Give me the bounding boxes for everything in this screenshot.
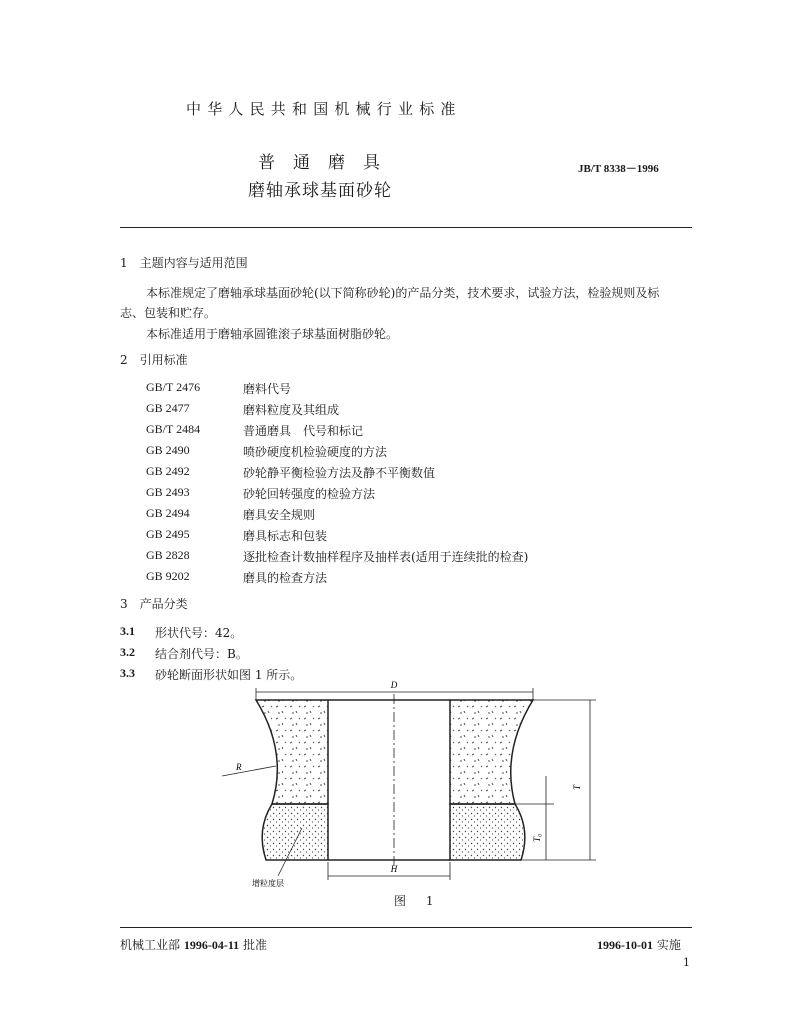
- ref-name: 磨具安全规则: [243, 508, 316, 522]
- standard-number: JB/T 8338－1996: [578, 163, 659, 175]
- section-1-para1-line2: 志、包装和贮存。: [120, 306, 217, 320]
- ref-code: GB/T 2484: [146, 422, 201, 436]
- item-number: 3.1: [120, 624, 135, 638]
- ref-name: 磨料粒度及其组成: [243, 403, 340, 417]
- section-1-para1-line1: 本标准规定了磨轴承球基面砂轮(以下简称砂轮)的产品分类，技术要求，试验方法，检验规则及标: [146, 286, 660, 300]
- ref-name: 普通磨具 代号和标记: [243, 424, 364, 438]
- ref-name: 逐批检查计数抽样程序及抽样表(适用于连续批的检查): [243, 550, 529, 564]
- header-rule: [120, 227, 692, 228]
- ref-name: 磨具标志和包装: [243, 529, 328, 543]
- ref-name: 磨具的检查方法: [243, 571, 328, 585]
- dim-h-label: H: [390, 864, 398, 874]
- ref-code: GB 2493: [146, 485, 190, 499]
- left-ring-upper: [256, 700, 328, 804]
- ref-name: 砂轮回转强度的检验方法: [243, 487, 376, 501]
- ref-code: GB 2490: [146, 443, 190, 457]
- radius-label: R: [236, 762, 242, 772]
- ref-name: 喷砂硬度机检验硬度的方法: [243, 445, 388, 459]
- header-organization: 中华人民共和国机械行业标准: [186, 100, 462, 118]
- ref-code: GB 2828: [146, 548, 190, 562]
- ref-name: 砂轮静平衡检验方法及静不平衡数值: [243, 466, 436, 480]
- section-1-heading: 1 主题内容与适用范围: [120, 256, 248, 270]
- ref-name: 磨料代号: [243, 382, 292, 396]
- section-2-heading: 2 引用标准: [120, 353, 188, 367]
- footer-effective-date: 1996-10-01: [597, 938, 653, 952]
- ref-code: GB 9202: [146, 569, 190, 583]
- item-number: 3.2: [120, 645, 135, 659]
- right-ring-upper: [450, 700, 533, 804]
- footer-approver: 机械工业部: [120, 938, 184, 952]
- dim-t0-label: T₀: [532, 833, 542, 842]
- grinding-wheel-cross-section-figure: [218, 680, 608, 890]
- ref-code: GB 2495: [146, 527, 190, 541]
- dim-t-label: T: [572, 784, 582, 790]
- ref-code: GB 2494: [146, 506, 190, 520]
- section-1-para2: 本标准适用于磨轴承圆锥滚子球基面树脂砂轮。: [146, 327, 399, 341]
- right-ring-lower: [450, 804, 525, 860]
- item-text: 形状代号：42。: [155, 626, 243, 640]
- footer-approve-date: 1996-04-11: [183, 938, 240, 952]
- item-text: 砂轮断面形状如图 1 所示。: [155, 668, 303, 682]
- page-number: 1: [683, 956, 690, 969]
- figure-caption: 图 1: [394, 894, 442, 908]
- title-line1: 普通磨具: [258, 153, 398, 173]
- title-line2: 磨轴承球基面砂轮: [248, 181, 392, 201]
- item-text: 结合剂代号：B。: [155, 647, 248, 661]
- item-number: 3.3: [120, 666, 135, 680]
- layer-label: 增粒度层: [252, 879, 284, 888]
- ref-code: GB/T 2476: [146, 380, 201, 394]
- ref-code: GB 2492: [146, 464, 190, 478]
- dim-d-label: D: [390, 680, 398, 690]
- footer-effective-word: 实施: [653, 938, 681, 952]
- ref-code: GB 2477: [146, 401, 190, 415]
- radius-leader: [222, 766, 276, 776]
- footer-approval: [120, 936, 267, 953]
- footer-approve-word: 批准: [239, 938, 267, 952]
- left-ring-lower: [262, 804, 328, 860]
- footer-rule: [120, 927, 692, 928]
- section-3-heading: 3 产品分类: [120, 597, 188, 611]
- footer-effective: [597, 936, 681, 953]
